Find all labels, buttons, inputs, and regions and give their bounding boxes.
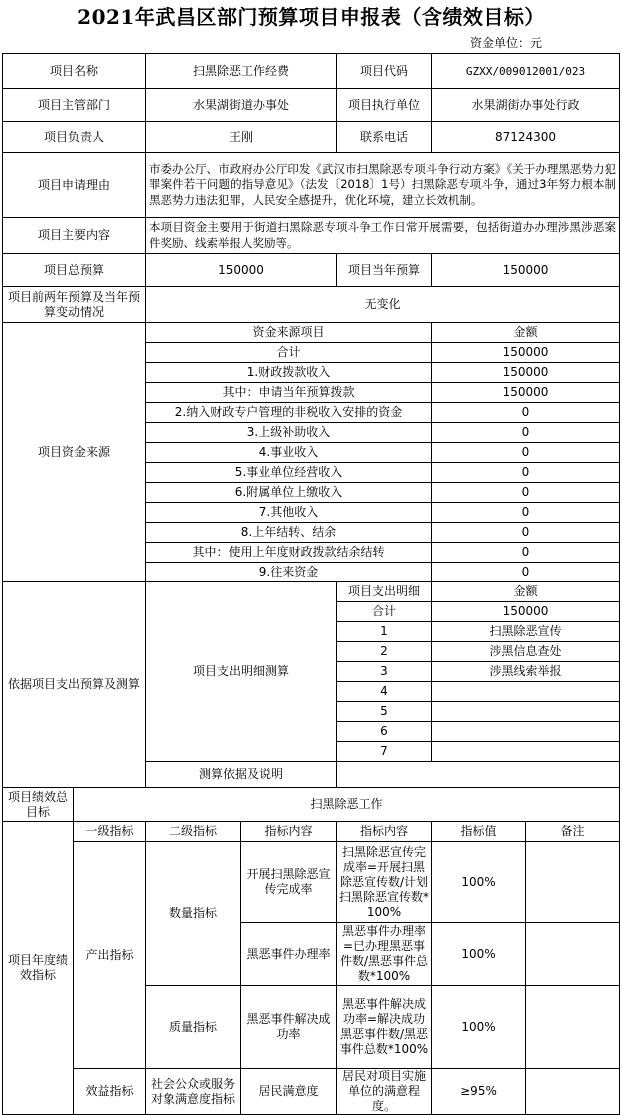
indicator-note	[526, 986, 620, 1069]
source-item: 其中：使用上年度财政拨款结余结转	[146, 543, 432, 563]
source-amount: 150000	[432, 383, 620, 403]
source-item: 9.往来资金	[146, 563, 432, 582]
expense-amount	[432, 742, 620, 762]
project-code: GZXX/009012001/023	[432, 53, 620, 89]
indicator-value: 100%	[432, 923, 526, 986]
expense-amount: 扫黑除恶宣传	[432, 622, 620, 642]
source-amount: 0	[432, 463, 620, 483]
perf-header-content: 指标内容	[337, 822, 432, 842]
indicator-value: ≥95%	[432, 1069, 526, 1115]
expense-label: 依据项目支出预算及测算	[2, 582, 146, 788]
indicator-note	[526, 842, 620, 923]
source-item: 6.附属单位上缴收入	[146, 483, 432, 503]
indicator-value: 100%	[432, 842, 526, 923]
source-amount: 0	[432, 563, 620, 582]
source-item: 3.上级补助收入	[146, 423, 432, 443]
expense-amount: 涉黑线索举报	[432, 662, 620, 682]
expense-amount: 涉黑信息查处	[432, 642, 620, 662]
total-budget-label: 项目总预算	[2, 254, 146, 287]
source-amount: 0	[432, 503, 620, 523]
currency-unit: 资金单位：元	[470, 36, 543, 50]
source-item: 5.事业单位经营收入	[146, 463, 432, 483]
funding-sources-label: 项目资金来源	[2, 323, 146, 582]
project-name: 扫黑除恶工作经费	[146, 53, 337, 89]
budget-change-label: 项目前两年预算及当年预算变动情况	[2, 287, 146, 323]
source-amount: 0	[432, 483, 620, 503]
source-item: 其中：申请当年预算拨款	[146, 383, 432, 403]
source-item-header: 资金来源项目	[146, 323, 432, 343]
source-amount: 0	[432, 523, 620, 543]
source-item: 2.纳入财政专户管理的非税收入安排的资金	[146, 403, 432, 423]
indicator-name: 黑恶事件解决成功率	[241, 986, 337, 1069]
exec-unit: 水果湖街办事处行政	[432, 89, 620, 122]
indicator-formula: 黑恶事件解决成功率=解决成功黑恶事件数/黑恶事件总数*100%	[337, 986, 432, 1069]
perf-header-content: 指标内容	[241, 822, 337, 842]
exec-unit-label: 项目执行单位	[337, 89, 432, 122]
expense-amount	[432, 682, 620, 702]
phone: 87124300	[432, 122, 620, 153]
form-title: 2021年武昌区部门预算项目申报表（含绩效目标）	[77, 5, 545, 29]
source-item: 8.上年结转、结余	[146, 523, 432, 543]
expense-no: 1	[337, 622, 432, 642]
source-amount: 0	[432, 403, 620, 423]
indicator-formula: 黑恶事件办理率=已办理黑恶事件数/黑恶事件总数*100%	[337, 923, 432, 986]
perf-header-level1: 一级指标	[74, 822, 146, 842]
dept-label: 项目主管部门	[2, 89, 146, 122]
expense-no: 2	[337, 642, 432, 662]
source-amount: 0	[432, 443, 620, 463]
expense-no: 合计	[337, 602, 432, 622]
calc-basis-label: 测算依据及说明	[146, 762, 337, 788]
source-item: 4.事业收入	[146, 443, 432, 463]
effect-indicator-label: 效益指标	[74, 1069, 146, 1115]
expense-no: 7	[337, 742, 432, 762]
perf-header-level2: 二级指标	[146, 822, 241, 842]
project-code-label: 项目代码	[337, 53, 432, 89]
expense-detail-header: 项目支出明细	[337, 582, 432, 602]
expense-no: 5	[337, 702, 432, 722]
leader-label: 项目负责人	[2, 122, 146, 153]
total-budget: 150000	[146, 254, 337, 287]
expense-amount-header: 金额	[432, 582, 620, 602]
reason-label: 项目申请理由	[2, 153, 146, 218]
expense-no: 3	[337, 662, 432, 682]
indicator-value: 100%	[432, 986, 526, 1069]
source-amount: 0	[432, 423, 620, 443]
phone-label: 联系电话	[337, 122, 432, 153]
year-budget: 150000	[432, 254, 620, 287]
perf-header-note: 备注	[526, 822, 620, 842]
source-amount-header: 金额	[432, 323, 620, 343]
overall-goal-label: 项目绩效总目标	[2, 788, 74, 822]
budget-change: 无变化	[146, 287, 620, 323]
perf-header-value: 指标值	[432, 822, 526, 842]
expense-amount	[432, 702, 620, 722]
source-amount: 150000	[432, 343, 620, 363]
indicator-formula: 居民对项目实施单位的满意程度。	[337, 1069, 432, 1115]
indicator-name: 居民满意度	[241, 1069, 337, 1115]
content-label: 项目主要内容	[2, 218, 146, 254]
overall-goal: 扫黑除恶工作	[74, 788, 620, 822]
satisfaction-indicator-label: 社会公众或服务对象满意度指标	[146, 1069, 241, 1115]
source-amount: 0	[432, 543, 620, 563]
indicator-name: 黑恶事件办理率	[241, 923, 337, 986]
expense-amount	[432, 722, 620, 742]
indicator-note	[526, 923, 620, 986]
leader: 王刚	[146, 122, 337, 153]
perf-indicators-label: 项目年度绩效指标	[2, 822, 74, 1115]
expense-amount: 150000	[432, 602, 620, 622]
quantity-indicator-label: 数量指标	[146, 842, 241, 986]
source-item: 7.其他收入	[146, 503, 432, 523]
expense-no: 4	[337, 682, 432, 702]
source-item: 1.财政拨款收入	[146, 363, 432, 383]
indicator-name: 开展扫黑除恶宣传完成率	[241, 842, 337, 923]
year-budget-label: 项目当年预算	[337, 254, 432, 287]
content: 本项目资金主要用于街道扫黑除恶专项斗争工作日常开展需要，包括街道办办理涉黑涉恶案件奖励、线索举报人奖励等。	[146, 218, 620, 254]
reason: 市委办公厅、市政府办公厅印发《武汉市扫黑除恶专项斗争行动方案》《关于办理黑恶势力犯罪案件若干问题的指导意见》（法发〔2018〕1号）扫黑除恶专项斗争，通过3年努力根本制黑恶势力违法犯罪，人民安全感提升，优化环境，建立长效机制。	[146, 153, 620, 218]
dept: 水果湖街道办事处	[146, 89, 337, 122]
expense-no: 6	[337, 722, 432, 742]
quality-indicator-label: 质量指标	[146, 986, 241, 1069]
expense-detail-label: 项目支出明细测算	[146, 582, 337, 762]
source-item: 合计	[146, 343, 432, 363]
output-indicator-label: 产出指标	[74, 842, 146, 1069]
calc-basis	[337, 762, 620, 788]
indicator-note	[526, 1069, 620, 1115]
project-name-label: 项目名称	[2, 53, 146, 89]
indicator-formula: 扫黑除恶宣传完成率=开展扫黑除恶宣传数/计划扫黑除恶宣传数*100%	[337, 842, 432, 923]
source-amount: 150000	[432, 363, 620, 383]
